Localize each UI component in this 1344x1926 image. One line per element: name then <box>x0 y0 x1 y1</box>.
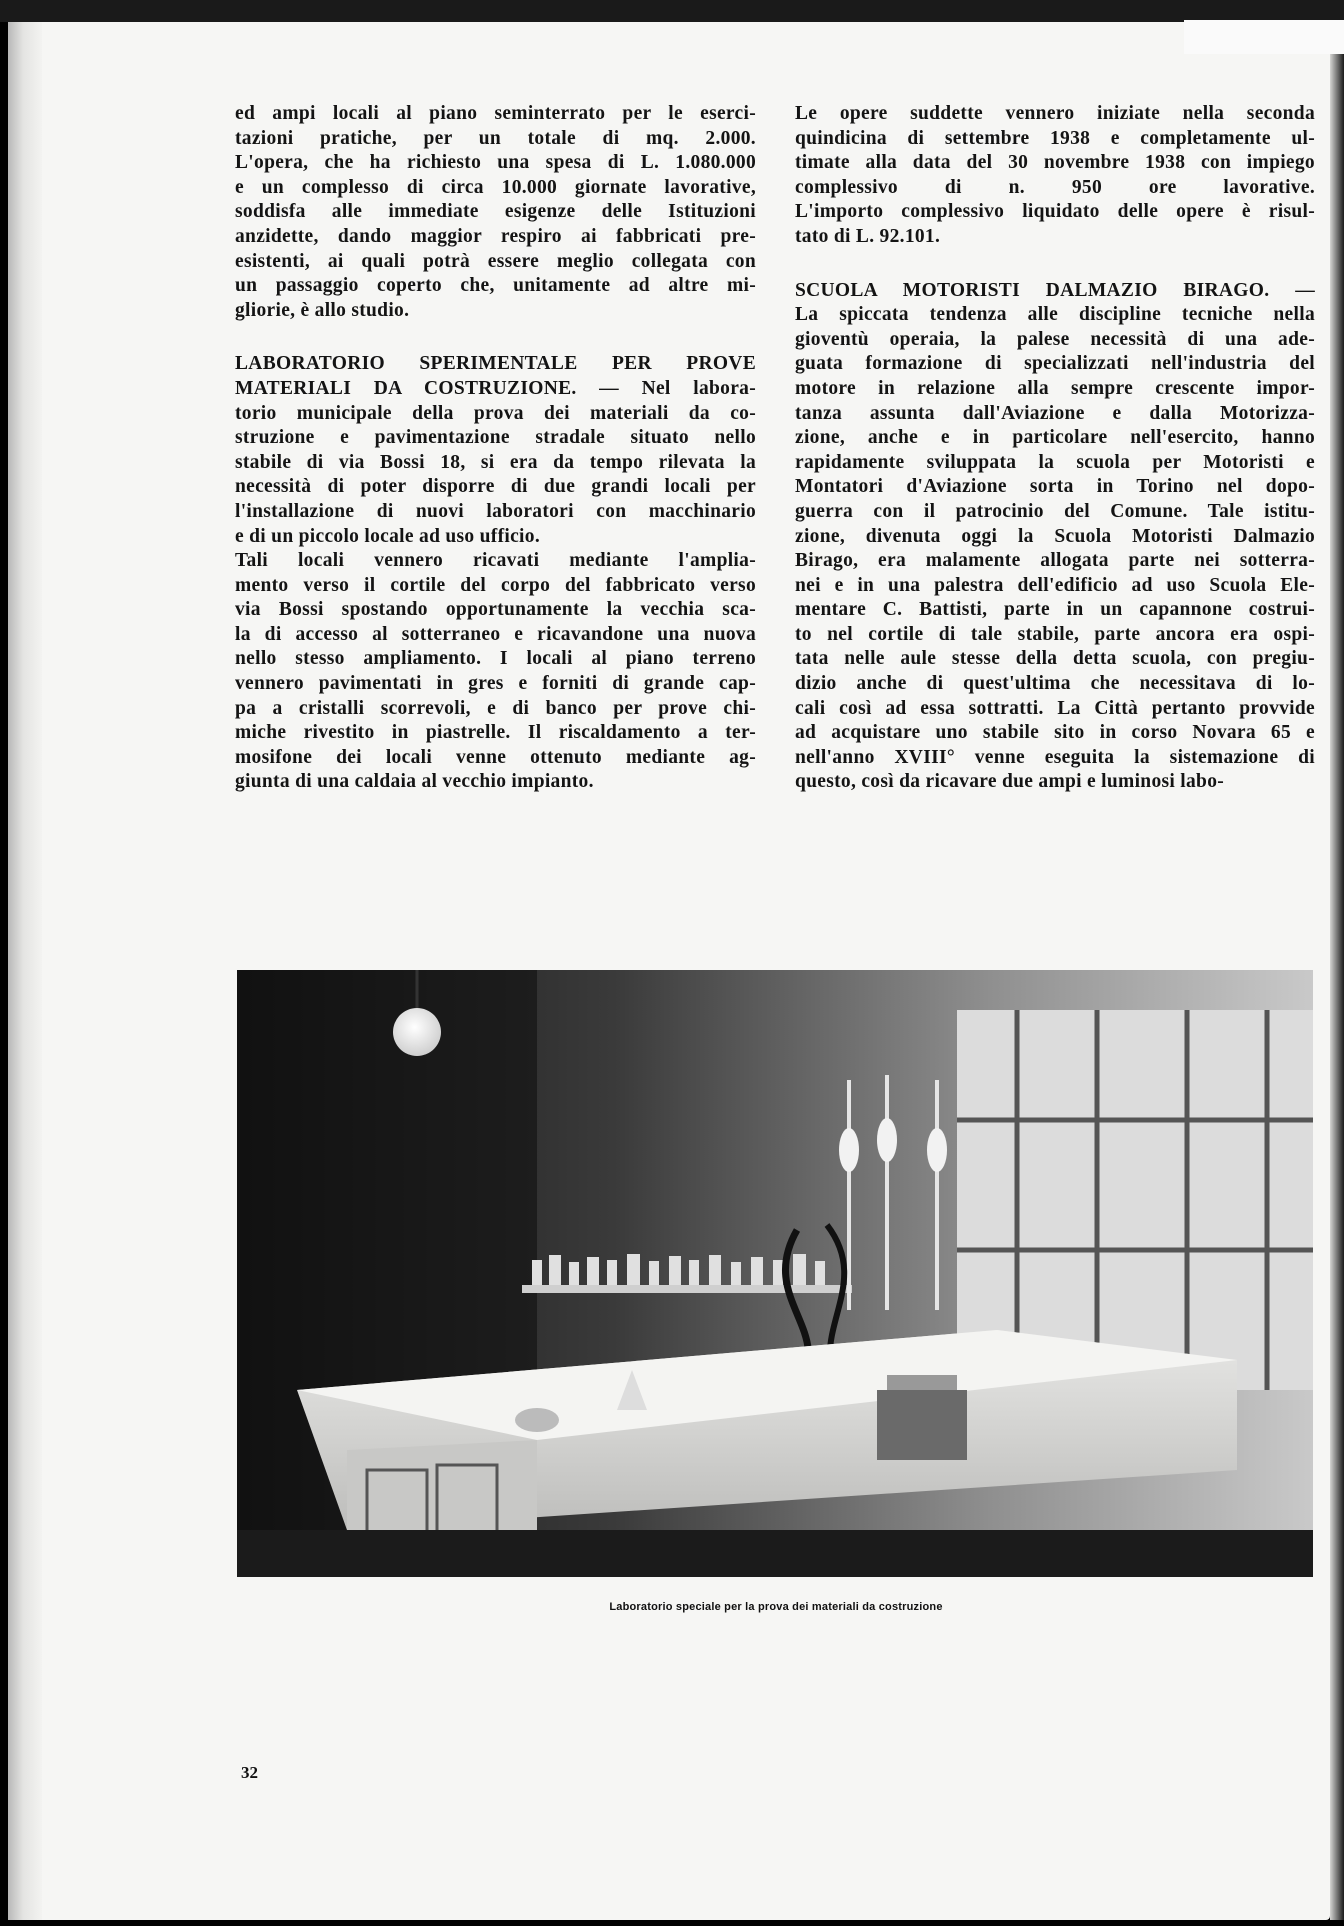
scuola-line: tata nelle aule stesse della detta scuola, con pregiu- <box>795 648 1315 670</box>
laboratorio-line: torio municipale della prova dei materiali da co- <box>235 402 756 424</box>
scuola-line: rapidamente sviluppata la scuola per Motoristi e <box>795 451 1315 473</box>
scuola-line: Birago, era malamente allogata parte nei sotterra- <box>795 550 1315 572</box>
opere-line: timate alla data del 30 novembre 1938 con impiego <box>795 152 1315 174</box>
laboratorio-line: LABORATORIO SPERIMENTALE PER PROVE <box>235 353 756 375</box>
intro-line: un passaggio coperto che, unitamente ad altre mi- <box>235 275 756 297</box>
tali-line: mosifone dei locali venne ottenuto mediante ag- <box>235 746 756 768</box>
tali-line: mento verso il cortile del corpo del fabbricato verso <box>235 574 756 596</box>
opere-line: tato di L. 92.101. <box>795 225 941 247</box>
scuola-line: motore in relazione alla sempre crescente impor- <box>795 377 1315 399</box>
laboratory-photo <box>237 970 1313 1577</box>
scan-top-edge <box>0 0 1344 22</box>
laboratorio-paragraph <box>235 352 756 549</box>
intro-paragraph <box>235 102 756 323</box>
opere-paragraph <box>795 102 1315 250</box>
scuola-paragraph <box>795 279 1315 795</box>
intro-line: L'opera, che ha richiesto una spesa di L. 1.080.000 <box>235 152 756 174</box>
tali-paragraph <box>235 549 756 795</box>
laboratory-photo-illustration <box>237 970 1313 1577</box>
tali-line: nello stesso ampliamento. I locali al piano terreno <box>235 648 756 670</box>
page-number: 32 <box>241 1763 258 1782</box>
intro-line: e un complesso di circa 10.000 giornate lavorative, <box>235 176 756 198</box>
scuola-line: dizio anche di quest'ultima che necessitava di lo- <box>795 673 1315 695</box>
tali-line: Tali locali vennero ricavati mediante l'amplia- <box>235 550 756 572</box>
scuola-line: mentare C. Battisti, parte in un capannone costrui- <box>795 599 1315 621</box>
photo-caption: Laboratorio speciale per la prova dei materiali da costruzione <box>609 1601 943 1613</box>
scuola-line: nei e in una palestra dell'edificio ad uso Scuola Ele- <box>795 574 1315 596</box>
scuola-line: gioventù operaia, la palese necessità di una ade- <box>795 328 1315 350</box>
opere-line: quindicina di settembre 1938 e completamente ul- <box>795 127 1315 149</box>
intro-line: gliorie, è allo studio. <box>235 299 410 321</box>
scuola-line: cali così ad essa sottratti. La Città pertanto provvide <box>795 697 1315 719</box>
laboratorio-line: MATERIALI DA COSTRUZIONE. — Nel labora- <box>235 377 756 399</box>
scuola-line: La spiccata tendenza alle discipline tecniche nella <box>795 304 1315 326</box>
opere-line: L'importo complessivo liquidato delle opere è risul- <box>795 201 1315 223</box>
tali-line: via Bossi spostando opportunamente la vecchia sca- <box>235 599 756 621</box>
scuola-line: ad acquistare uno stabile sito in corso Novara 65 e <box>795 722 1315 744</box>
laboratorio-line: l'installazione di nuovi laboratori con macchinario <box>235 500 756 522</box>
scuola-line: SCUOLA MOTORISTI DALMAZIO BIRAGO. — <box>795 279 1315 301</box>
intro-line: soddisfa alle immediate esigenze delle Istituzioni <box>235 201 756 223</box>
tali-line: la di accesso al sotterraneo e ricavandone una nuova <box>235 623 756 645</box>
intro-line: anzidette, dando maggior respiro ai fabbricati pre- <box>235 225 756 247</box>
laboratorio-line: necessità di poter disporre di due grandi locali per <box>235 476 756 498</box>
laboratorio-line: stabile di via Bossi 18, si era da tempo rilevata la <box>235 451 756 473</box>
intro-line: ed ampi locali al piano seminterrato per le eserci- <box>235 103 756 124</box>
tali-line: vennero pavimentati in gres e forniti di grande cap- <box>235 673 756 695</box>
scuola-line: zione, divenuta oggi la Scuola Motoristi Dalmazio <box>795 525 1315 547</box>
intro-line: esistenti, ai quali potrà essere meglio collegata con <box>235 250 756 272</box>
tali-line: miche rivestito in piastrelle. Il riscaldamento a ter- <box>235 722 756 744</box>
page-right-edge <box>1330 40 1344 1920</box>
opere-line: Le opere suddette vennero iniziate nella seconda <box>795 103 1315 124</box>
scuola-line: to nel cortile di tale stabile, parte ancora era ospi- <box>795 623 1315 645</box>
scuola-line: Montatori d'Aviazione sorta in Torino nel dopo- <box>795 476 1315 498</box>
scuola-line: guata formazione di specializzati nell'industria del <box>795 353 1315 375</box>
left-text-column <box>235 102 756 795</box>
scuola-line: guerra con il patrocinio del Comune. Tale istitu- <box>795 500 1315 522</box>
scuola-line: zione, anche e in particolare nell'esercito, hanno <box>795 427 1315 449</box>
right-text-column <box>795 102 1315 795</box>
page-binding-shadow <box>8 22 42 1920</box>
opere-line: complessivo di n. 950 ore lavorative. <box>795 176 1315 198</box>
tali-line: pa a cristalli scorrevoli, e di banco per prove chi- <box>235 697 756 719</box>
scuola-line: questo, così da ricavare due ampi e luminosi labo- <box>795 771 1225 793</box>
scuola-line: nell'anno XVIII° venne eseguita la sistemazione di <box>795 746 1315 768</box>
scan-white-tab <box>1184 20 1344 54</box>
scuola-line: tanza assunta dall'Aviazione e dalla Motorizza- <box>795 402 1315 424</box>
intro-line: tazioni pratiche, per un totale di mq. 2.000. <box>235 127 756 149</box>
laboratorio-line: struzione e pavimentazione stradale situato nello <box>235 427 756 449</box>
laboratorio-line: e di un piccolo locale ad uso ufficio. <box>235 525 540 547</box>
tali-line: giunta di una caldaia al vecchio impianto. <box>235 771 594 793</box>
